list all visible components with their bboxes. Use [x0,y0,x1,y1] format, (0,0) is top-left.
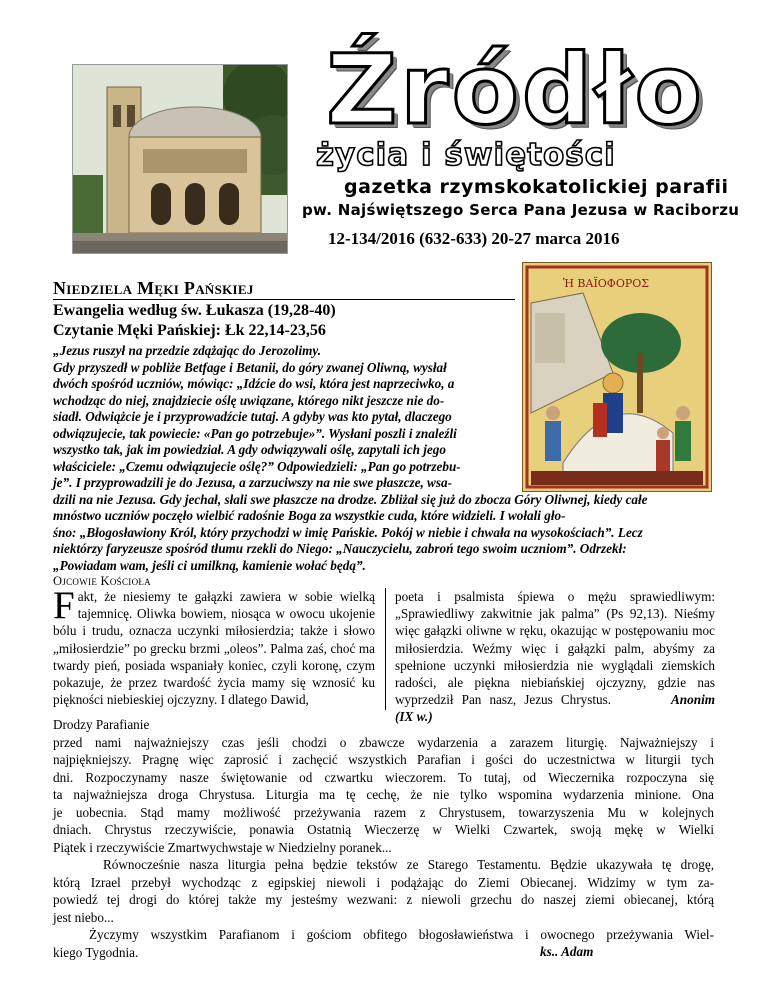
quote-line: je”. I przyprowadzili je do Jezusa, a zarzuciwszy na nie swe płaszcze, wsa- [53,475,452,490]
quote-line: „Jezus ruszył na przedzie zdążając do Jerozolimy. [53,343,322,358]
quote-line: mnóstwo uczniów poczęło wielbić radośnie Boga za wszystkie cuda, które widzieli. I wołali gło- [53,508,566,523]
fathers-author: Anonim (IX w.) [395,692,715,725]
letter-line: powiedź tej drogi do której także my jesteśmy wezwani: z niewoli grzechu do naszej ziemi obiecanej, którą [53,892,714,907]
drop-cap: F [53,584,75,627]
fathers-left-text: akt, że niesiemy te gałązki zawiera w sobie wielką tajemnicę. Oliwka bowiem, niosąca w owocu ukojenie bólu i trudu, oznacza uczynki miłosierdzia; także i słowo „miłosierdzie” po grecku brzmi „oleos”. Palma zaś, choć ma twardy pień, posiada wspaniały koniec, czyli koronę, czym pokazuje, że przez twardość życia mamy się wznosić ku piękności niebieskiej ojczyzny. I dlatego Dawid, [53,589,375,708]
heading-divider [53,299,515,300]
quote-line: śno: „Błogosławiony Król, który przychodzi w imię Pańskie. Pokój w niebie i chwała na wysokościach”. Lecz [53,524,643,540]
quote-line: dzili na nie Jezusa. Gdy jechał, słali swe płaszcze na drodze. Zbliżał się już do zbocza Góry Oliwnej, kiedy całe [53,491,648,507]
quote-line: wszystko tak, jak im powiedział. A gdy odwiązywali oślę, zapytali ich jego [53,442,446,457]
column-divider [385,588,386,710]
quote-line: niektórzy faryzeusze spośród tłumu rzekli do Niego: „Nauczycielu, zabroń tego swoim uczniom”. Odrzekł: [53,541,627,556]
church-photo [72,64,288,254]
letter-line: Równocześnie nasza liturgia pełna będzie tekstów ze Starego Testamentu. Będzie ukazywała tę drogę, [103,857,714,872]
church-illustration [73,65,287,253]
letter-line: dniach. Chrystus rzeczywiście, ponawia Ostatnią Wieczerzę w Wielki Czwartek, swoją mękę w Wielki [53,822,714,837]
quote-line: właściciele: „Czemu odwiązujecie oślę?” Odpowiedzieli: „Pan go potrzebu- [53,458,461,474]
letter-line: jest niebo... [53,909,114,925]
section-heading: Niedziela Męki Pańskiej [53,278,254,298]
gospel-reference: Ewangelia według św. Łukasza (19,28-40) [53,302,336,319]
letter-line: Życzymy wszystkim Parafianom i gościom obfitego błogosławieństwa i owocnego przeżywania Wiel- [89,927,714,942]
quote-line: odwiązujecie, tak powiecie: «Pan go potrzebuje»”. Wysłani poszli i znaleźli [53,425,457,441]
quote-line: Gdy przyszedł w pobliże Betfage i Betanii, do góry zwanej Oliwną, wysłał [53,359,447,375]
palm-sunday-icon-image [522,262,712,492]
letter-line: je uobecnia. Stąd mamy możliwość przeżywania razem z Chrystusem, towarzyszenia Mu w kolejnych [53,804,714,820]
letter-line: najpiękniejszy. Pragnę więc zaprosić i zachęcić wszystkich Parafian i gości do uczestnictwa w liturgii tych [53,752,714,767]
letter-line: ta najważniejsza droga Chrystusa. Liturgia ma tę cechę, że nie tylko wspomina wydarzenia minione. Ona [53,787,714,802]
fathers-column-left [53,584,375,708]
reading-reference: Czytanie Męki Pańskiej: Łk 22,14-23,56 [53,322,326,339]
fathers-column-right [395,588,715,726]
quote-line: siadł. Odwiążcie je i przyprowadźcie tutaj. A gdyby was kto pytał, dlaczego [53,409,452,424]
quote-line: „Powiadam wam, jeśli ci umilkną, kamienie wołać będą”. [53,557,366,573]
letter-line: Piątek i rzeczywiście Zmartwychwstaje w Niedzielny poranek... [53,839,392,855]
fathers-heading: Ojcowie Kościoła [53,574,151,588]
fathers-right-text: poeta i psalmista śpiewa o mężu sprawiedliwym: „Sprawiedliwy zakwitnie jak palma” (Ps 92,13). Nieśmy więc gałązki oliwne w ręku, okazując w postępowaniu moc miłosierdzia. Weźmy więc i gałązki palm, abyśmy za spełnione uczynki miłosierdzia nie wyglądali ziemskich radości, ale piękna niebiańskiej ojczyzny, gdzie nas wyprzedził Pan nasz, Jezus Chrystus. [395,589,715,708]
masthead-tagline: gazetka rzymskokatolickiej parafii [344,176,729,198]
icon-painting [523,263,711,491]
issue-line: 12-134/2016 (632-633) 20-27 marca 2016 [328,229,620,248]
letter-line: którą Izrael przebył wychodząc z egipskiej niewoli i podążając do Ziemi Obiecanej. Widzimy w tym za- [53,874,714,890]
letter-line: kiego Tygodnia. [53,944,139,960]
letter-line: przed nami najważniejszy czas jeśli chodzi o zbawcze wydarzenia a zarazem liturgię. Najważniejszy i [53,734,714,750]
icon-caption: Ἡ ΒΑΪΟΦΟΡΟΣ [563,277,650,290]
letter-signature: ks.. Adam [540,943,594,959]
quote-line: wchodząc do niej, znajdziecie oślę uwiązane, którego nikt jeszcze nie do- [53,392,445,408]
letter-line: dni. Rozpoczynamy nasze świętowanie od czwartku wieczorem. To tutaj, od Wieczernika rozpoczyna się [53,769,714,785]
masthead-parish: pw. Najświętszego Serca Pana Jezusa w Raciborzu [302,201,740,219]
letter-greeting: Drodzy Parafianie [53,717,150,732]
masthead-title: Źródło [326,34,705,146]
masthead-subtitle: życia i świętości [316,137,616,173]
quote-line: dwóch spośród uczniów, mówiąc: „Idźcie do wsi, która jest naprzeciwko, a [53,376,455,391]
